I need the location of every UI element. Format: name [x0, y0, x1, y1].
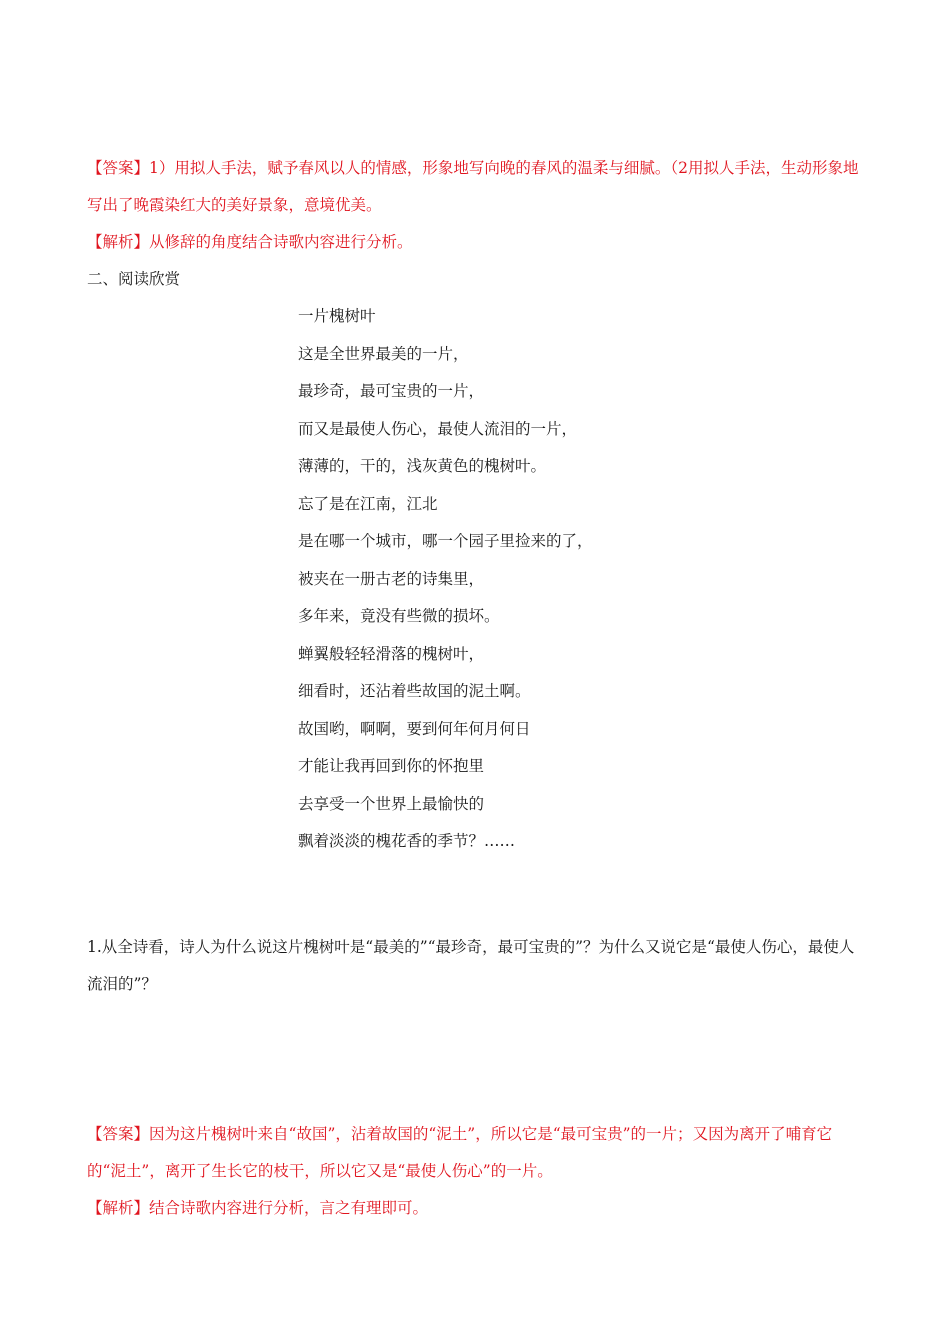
poem-line: 忘了是在江南，江北 [298, 494, 438, 513]
answer-tag: 【答案】 [87, 159, 150, 177]
poem-line: 薄薄的，干的，浅灰黄色的槐树叶。 [298, 457, 547, 475]
poem-line: 多年来，竟没有些微的损坏。 [298, 607, 500, 625]
analysis-tag: 【解析】 [87, 233, 150, 251]
analysis-text: 结合诗歌内容进行分析，言之有理即可。 [149, 1199, 429, 1217]
poem-line: 被夹在一册古老的诗集里， [298, 569, 485, 588]
poem-line: 去享受一个世界上最愉快的 [298, 794, 485, 813]
poem-line: 细看时，还沾着些故国的泥土啊。 [298, 682, 531, 700]
section-title: 二、阅读欣赏 [87, 270, 181, 288]
poem-title: 一片槐树叶 [298, 307, 376, 325]
poem-line: 而又是最使人伤心，最使人流泪的一片， [298, 419, 578, 438]
analysis-paragraph-2 [87, 1190, 867, 1227]
poem-line: 蝉翼般轻轻滑落的槐树叶， [298, 644, 485, 663]
answer-paragraph-2 [87, 1116, 867, 1190]
poem-line: 故国哟，啊啊，要到何年何月何日 [298, 719, 531, 738]
answer-text: 1）用拟人手法，赋予春风以人的情感，形象地写向晚的春风的温柔与细腻。（2用拟人手法，生动形象地写出了晚霞染红大的美好景象，意境优美。 [87, 159, 859, 214]
poem-line: 飘着淡淡的槐花香的季节？…… [298, 832, 516, 850]
analysis-tag: 【解析】 [87, 1199, 150, 1217]
analysis-paragraph-1 [87, 224, 867, 261]
answer-tag: 【答案】 [87, 1125, 150, 1143]
poem-line: 这是全世界最美的一片， [298, 344, 469, 363]
poem-line: 才能让我再回到你的怀抱里 [298, 757, 485, 775]
answer-text: 因为这片槐树叶来自“故国”，沾着故国的“泥土”，所以它是“最可宝贵”的一片；又因为离开了哺育它的“泥土”，离开了生长它的枝干，所以它又是“最使人伤心”的一片。 [87, 1125, 833, 1180]
poem-line: 最珍奇，最可宝贵的一片， [298, 382, 485, 400]
answer-paragraph-1 [87, 150, 867, 224]
poem-line: 是在哪一个城市，哪一个园子里捡来的了， [298, 532, 593, 550]
analysis-text: 从修辞的角度结合诗歌内容进行分析。 [149, 233, 413, 251]
question-1: 1.从全诗看，诗人为什么说这片槐树叶是“最美的”“最珍奇，最可宝贵的”？为什么又说它是“最使人伤心，最使人流泪的”？ [87, 938, 855, 993]
poem [298, 298, 858, 861]
